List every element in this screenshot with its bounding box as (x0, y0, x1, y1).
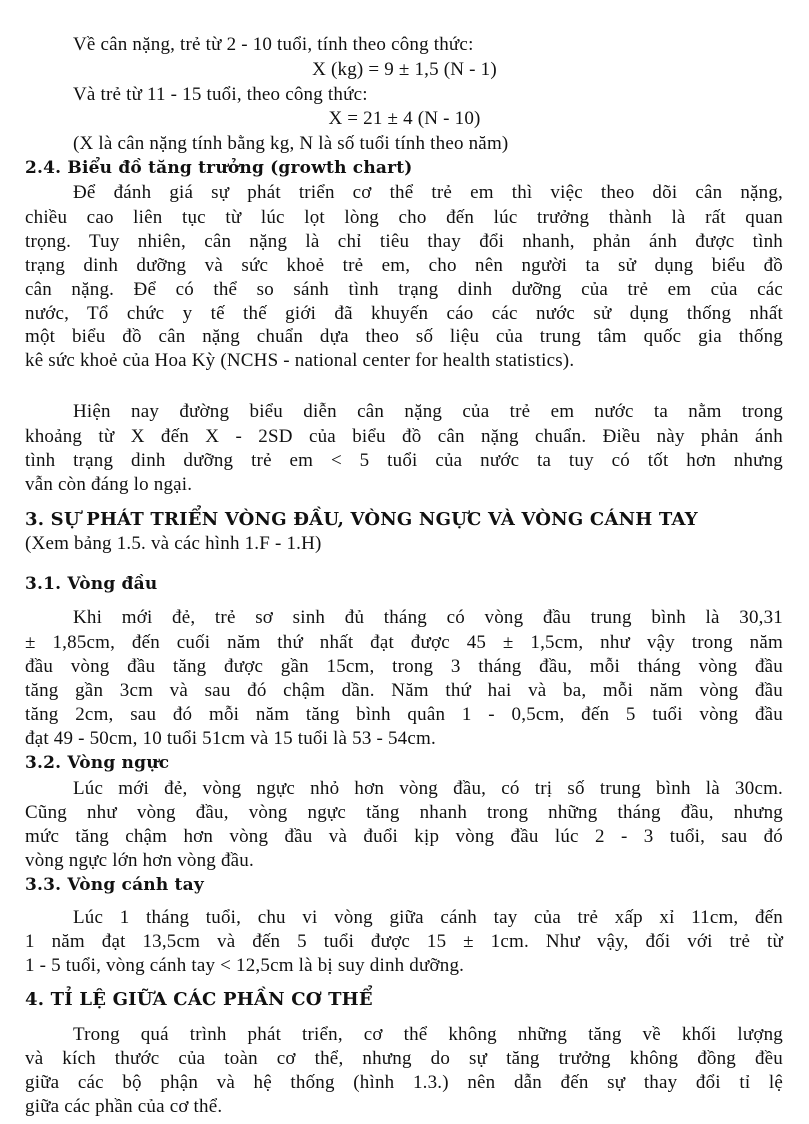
section-3-3-heading: 3.3. Vòng cánh tay (25, 875, 204, 895)
section-3-1-heading: 3.1. Vòng đầu (25, 574, 158, 594)
paragraph-line: khoảng từ X đến X - 2SD của biểu đồ cân nặng chuẩn. Điều này phản ánh (25, 426, 783, 447)
paragraph-line: Để đánh giá sự phát triển cơ thể trẻ em thì việc theo dõi cân nặng, (73, 182, 783, 203)
paragraph-line: Hiện nay đường biểu diễn cân nặng của trẻ em nước ta nằm trong (73, 401, 783, 422)
paragraph-line: một biểu đồ cân nặng chuẩn dựa theo số liệu của trung tâm quốc gia thống (25, 326, 783, 347)
paragraph-line: tăng 2cm, sau đó mỗi năm tăng bình quân 1 - 0,5cm, đến 5 tuổi vòng đầu (25, 704, 783, 725)
paragraph-line: chiều cao liên tục từ lúc lọt lòng cho đến lúc trưởng thành là rất quan (25, 207, 783, 228)
paragraph-line: vẫn còn đáng lo ngại. (25, 474, 193, 495)
section-3-subnote: (Xem bảng 1.5. và các hình 1.F - 1.H) (25, 533, 322, 554)
paragraph-line: vòng ngực lớn hơn vòng đầu. (25, 850, 254, 871)
paragraph-line: tình trạng dinh dưỡng trẻ em < 5 tuổi của nước ta tuy có tốt hơn nhưng (25, 450, 783, 471)
paragraph-line: đạt 49 - 50cm, 10 tuổi 51cm và 15 tuổi là 53 - 54cm. (25, 728, 436, 749)
weight-formula-2-10: X (kg) = 9 ± 1,5 (N - 1) (312, 59, 497, 80)
weight-formula-intro-11-15: Và trẻ từ 11 - 15 tuổi, theo công thức: (73, 84, 368, 105)
paragraph-line: Lúc 1 tháng tuổi, chu vi vòng giữa cánh tay của trẻ xấp xỉ 11cm, đến (73, 907, 783, 928)
section-4-heading: 4. TỈ LỆ GIỮA CÁC PHẦN CƠ THỂ (25, 989, 373, 1010)
paragraph-line: 1 năm đạt 13,5cm và đến 5 tuổi được 15 ± 1cm. Như vậy, đối với trẻ từ (25, 931, 783, 952)
paragraph-line: kê sức khoẻ của Hoa Kỳ (NCHS - national center for health statistics). (25, 350, 575, 371)
paragraph-line: ± 1,85cm, đến cuối năm thứ nhất đạt được 45 ± 1,5cm, như vậy trong năm (25, 632, 783, 653)
weight-formula-11-15: X = 21 ± 4 (N - 10) (328, 108, 481, 129)
paragraph-line: Khi mới đẻ, trẻ sơ sinh đủ tháng có vòng đầu trung bình là 30,31 (73, 607, 783, 628)
paragraph-line: trọng. Tuy nhiên, cân nặng là chỉ tiêu thay đổi nhanh, phản ánh được tình (25, 231, 783, 252)
paragraph-line: và kích thước của toàn cơ thể, nhưng do sự tăng trưởng không đồng đều (25, 1048, 783, 1069)
section-3-2-heading: 3.2. Vòng ngực (25, 753, 170, 773)
weight-formula-note: (X là cân nặng tính bằng kg, N là số tuổi tính theo năm) (73, 133, 509, 154)
paragraph-line: Trong quá trình phát triển, cơ thể không những tăng về khối lượng (73, 1024, 783, 1045)
weight-formula-intro-2-10: Về cân nặng, trẻ từ 2 - 10 tuổi, tính theo công thức: (73, 34, 474, 55)
paragraph-line: Lúc mới đẻ, vòng ngực nhỏ hơn vòng đầu, có trị số trung bình là 30cm. (73, 778, 783, 799)
paragraph-line: tăng gần 3cm và sau đó chậm dần. Năm thứ hai và ba, mỗi năm vòng đầu (25, 680, 783, 701)
paragraph-line: 1 - 5 tuổi, vòng cánh tay < 12,5cm là bị suy dinh dưỡng. (25, 955, 465, 976)
section-3-heading: 3. SỰ PHÁT TRIỂN VÒNG ĐẦU, VÒNG NGỰC VÀ VÒNG CÁNH TAY (25, 509, 698, 530)
paragraph-line: giữa các phần của cơ thể. (25, 1096, 223, 1117)
paragraph-line: mức tăng chậm hơn vòng đầu và đuổi kịp vòng đầu lúc 2 - 3 tuổi, sau đó (25, 826, 783, 847)
paragraph-line: trạng dinh dưỡng và sức khoẻ trẻ em, cho nên người ta sử dụng biểu đồ (25, 255, 783, 276)
paragraph-line: cân nặng. Để có thể so sánh tình trạng dinh dưỡng của trẻ em của các (25, 279, 783, 300)
paragraph-line: nước, Tổ chức y tế thế giới đã khuyến cáo các nước sử dụng thống nhất (25, 303, 783, 324)
paragraph-line: Cũng như vòng đầu, vòng ngực tăng nhanh trong những tháng đầu, nhưng (25, 802, 783, 823)
section-2-4-heading: 2.4. Biểu đồ tăng trưởng (growth chart) (25, 158, 413, 178)
paragraph-line: giữa các bộ phận và hệ thống (hình 1.3.) nên dẫn đến sự thay đổi tỉ lệ (25, 1072, 783, 1093)
paragraph-line: đầu vòng đầu tăng được gần 15cm, trong 3 tháng đầu, mỗi tháng vòng đầu (25, 656, 783, 677)
